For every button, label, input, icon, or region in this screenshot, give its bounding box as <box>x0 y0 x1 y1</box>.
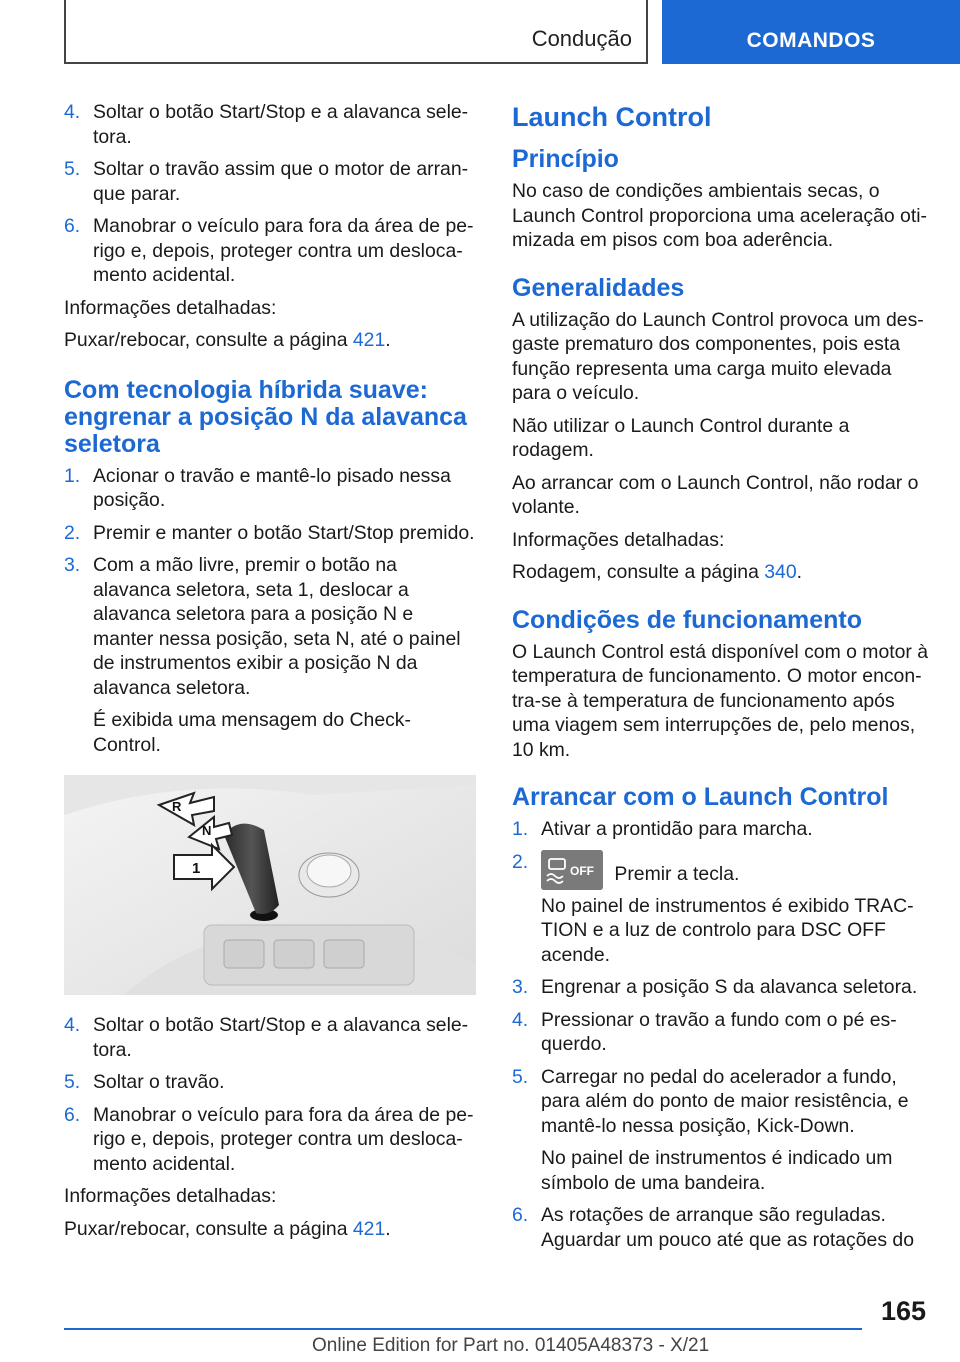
step-item: 5. Soltar o travão assim que o motor de arranque parar. <box>64 158 469 205</box>
step-item: 4. Pressionar o travão a fundo com o pé esquerdo. <box>512 1008 897 1055</box>
step-item: 5. Soltar o travão. <box>64 1071 225 1093</box>
info-label: Informações detalhadas: <box>512 528 725 551</box>
section-heading-conditions: Condições de funcionamento <box>512 605 863 634</box>
cross-reference: Rodagem, consulte a página 340. <box>512 561 802 583</box>
header-section-box <box>64 0 648 64</box>
left-column <box>64 100 476 1249</box>
step-item: 1. Ativar a prontidão para marcha. <box>512 818 813 840</box>
general-text-2: Não utilizar o Launch Control durante a rodagem. <box>512 414 850 461</box>
page-link-340[interactable]: 340 <box>764 561 797 583</box>
page-number: 165 <box>880 1296 926 1326</box>
step-item: 1. Acionar o travão e mantê-lo pisado nessa posição. <box>64 464 451 511</box>
step-item: 6. As rotações de arranque são reguladas. Aguardar um pouco até que as rotações do <box>512 1204 914 1251</box>
step-note: No painel de instrumentos é indicado um símbolo de uma bandeira. <box>541 1147 893 1194</box>
principle-text: No caso de condições ambientais secas, o Launch Control proporciona uma aceleração otimizada em pisos com boa aderência. <box>512 180 927 251</box>
step-item: 4. Soltar o botão Start/Stop e a alavanca seletora. <box>64 101 469 148</box>
step-item: 3. Com a mão livre, premir o botão na alavanca seletora, seta 1, deslocar a alavanca seletora para a posição N e manter nessa posição, seta N, até o painel de instrumentos exibir a posição N da alavanca seletora. <box>64 554 461 699</box>
step-item: 2. OFF Premir a tecla. <box>512 850 930 890</box>
cross-reference: Puxar/rebocar, consulte a página 421. <box>64 329 391 351</box>
step-item: 6. Manobrar o veículo para fora da área de perigo e, depois, proteger contra um deslocamento acidental. <box>64 1103 474 1175</box>
section-heading-principle: Princípio <box>512 145 619 173</box>
step-item: 2. Premir e manter o botão Start/Stop premido. <box>64 521 475 544</box>
section-heading-general: Generalidades <box>512 273 685 302</box>
label-r: R <box>172 799 182 814</box>
general-text-3: Ao arrancar com o Launch Control, não rodar o volante. <box>512 471 919 518</box>
gear-selector-illustration <box>64 775 476 995</box>
label-1: 1 <box>192 860 201 877</box>
dsc-off-label: OFF <box>570 863 594 878</box>
section-heading-mild-hybrid: Com tecnologia híbrida suave: engrenar a posição N da alavanca seletora <box>64 375 467 458</box>
step-note: No painel de instrumentos é exibido TRACTION e a luz de controlo para DSC OFF acende. <box>541 894 914 966</box>
footer-divider <box>64 1328 862 1330</box>
chapter-heading-launch-control: Launch Control <box>512 102 712 132</box>
header-chapter-title: COMANDOS <box>746 29 876 52</box>
info-label: Informações detalhadas: <box>64 296 277 319</box>
step-item: 6. Manobrar o veículo para fora da área de perigo e, depois, proteger contra um deslocamento acidental. <box>64 215 474 286</box>
step-item: 5. Carregar no pedal do acelerador a fundo, para além do ponto de maior resistência, e mantê-lo nessa posição, Kick-Down. <box>512 1065 909 1137</box>
right-column <box>512 100 930 1260</box>
dsc-off-button-icon <box>541 850 603 890</box>
gear-selector-drawing <box>64 775 476 995</box>
step-note: É exibida uma mensagem do Check-Control. <box>93 709 411 756</box>
info-label: Informações detalhadas: <box>64 1185 277 1207</box>
header-section-title: Condução <box>531 26 632 51</box>
page-link-421[interactable]: 421 <box>352 329 386 351</box>
label-n: N <box>202 823 212 838</box>
header-chapter-tab <box>662 0 960 64</box>
cross-reference: Puxar/rebocar, consulte a página 421. <box>64 1217 391 1240</box>
general-text-1: A utilização do Launch Control provoca um desgaste prematuro dos componentes, pois esta função representa uma carga muito elevada para o veículo. <box>512 308 924 404</box>
conditions-text: O Launch Control está disponível com o motor à temperatura de funcionamento. O motor encontra-se à temperatura de funcionamento após uma viagem sem interrupções de, pelo menos, 10 km. <box>512 640 929 761</box>
step-item: 4. Soltar o botão Start/Stop e a alavanca seletora. <box>64 1014 469 1061</box>
footer-edition: Online Edition for Part no. 01405A48373 - X/21 <box>312 1335 710 1356</box>
page-link-421[interactable]: 421 <box>352 1217 386 1240</box>
step-item: 3. Engrenar a posição S da alavanca seletora. <box>512 976 918 998</box>
section-heading-start-launch: Arrancar com o Launch Control <box>512 783 889 811</box>
